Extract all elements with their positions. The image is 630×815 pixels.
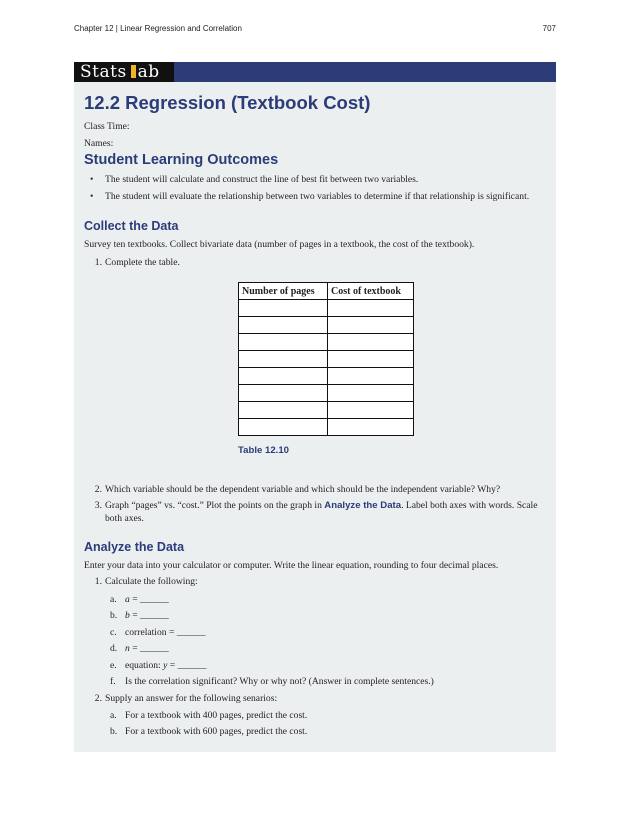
- table-row: [239, 300, 414, 317]
- stats-lab-logo: [74, 62, 174, 82]
- page-number: 707: [542, 24, 556, 33]
- bullet-icon: •: [90, 191, 94, 202]
- table-row: [239, 402, 414, 419]
- table-caption: Table 12.10: [238, 445, 290, 456]
- logo-text-stats: Stats: [80, 62, 127, 82]
- logo-bar-icon: [131, 65, 136, 78]
- data-table: [238, 282, 414, 436]
- table-cell[interactable]: [328, 317, 414, 334]
- page-title: 12.2 Regression (Textbook Cost): [84, 92, 371, 113]
- table-cell[interactable]: [328, 385, 414, 402]
- table-cell[interactable]: [239, 334, 328, 351]
- table-cell[interactable]: [239, 300, 328, 317]
- table-cell[interactable]: [239, 385, 328, 402]
- column-header-pages: Number of pages: [239, 283, 328, 300]
- table-cell[interactable]: [239, 419, 328, 436]
- table-row: [239, 351, 414, 368]
- table-row: [239, 385, 414, 402]
- chapter-title: Chapter 12 | Linear Regression and Correlation: [74, 24, 242, 33]
- logo-text-ab: ab: [137, 62, 160, 82]
- table-row: [239, 368, 414, 385]
- analyze-intro: Enter your data into your calculator or computer. Write the linear equation, rounding to four decimal places.: [84, 560, 499, 571]
- table-cell[interactable]: [328, 402, 414, 419]
- class-time-label: Class Time:: [84, 121, 130, 132]
- table-cell[interactable]: [328, 351, 414, 368]
- running-head: [74, 24, 556, 33]
- outcomes-heading: Student Learning Outcomes: [84, 152, 279, 168]
- table-cell[interactable]: [239, 317, 328, 334]
- bullet-icon: •: [90, 174, 94, 185]
- table-row: [239, 334, 414, 351]
- table-cell[interactable]: [328, 334, 414, 351]
- names-label: Names:: [84, 138, 114, 149]
- table-cell[interactable]: [328, 300, 414, 317]
- column-header-cost: Cost of textbook: [328, 283, 414, 300]
- table-row: [239, 317, 414, 334]
- table-row: [239, 419, 414, 436]
- table-cell[interactable]: [328, 419, 414, 436]
- table-cell[interactable]: [239, 351, 328, 368]
- analyze-data-link[interactable]: Analyze the Data: [324, 500, 402, 511]
- table-cell[interactable]: [239, 402, 328, 419]
- table-cell[interactable]: [328, 368, 414, 385]
- collect-intro: Survey ten textbooks. Collect bivariate data (number of pages in a textbook, the cost of the textbook).: [84, 239, 475, 250]
- collect-heading: Collect the Data: [84, 219, 179, 233]
- table-header-row: [239, 283, 414, 300]
- analyze-heading: Analyze the Data: [84, 540, 185, 554]
- table-cell[interactable]: [239, 368, 328, 385]
